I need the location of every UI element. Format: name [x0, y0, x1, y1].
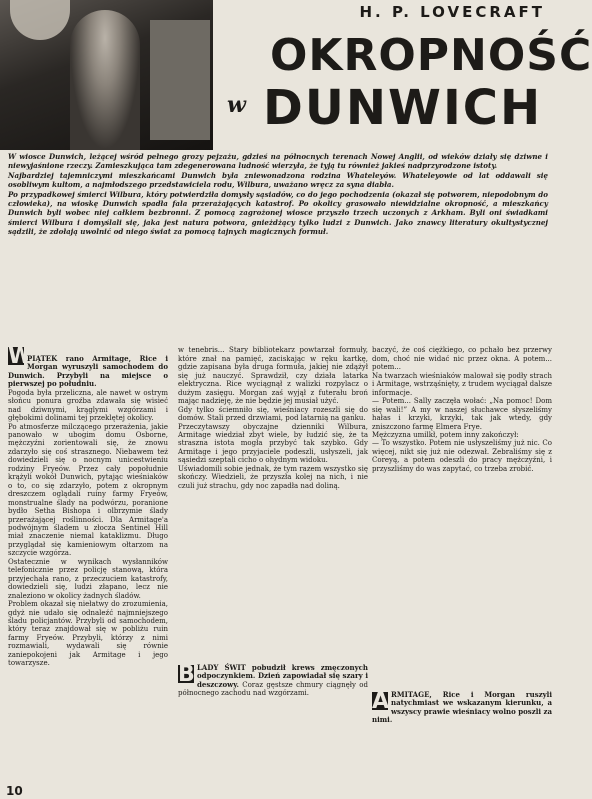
column-2-section [178, 664, 368, 698]
drop-cap-a: A [372, 689, 390, 714]
title-line-2: DUNWICH [263, 80, 543, 136]
column-3-lead: RMITAGE, Rice i Morgan ruszyli natychmiast we wskazanym kierunku, a wszyscy prawie wieśniacy wolno poszli za nimi. [372, 690, 552, 725]
column-2-text-2: Coraz gęstsze chmury ciągnęły od północnego zachodu nad wzgórzami. [178, 680, 368, 698]
title-line-1: OKROPNOŚĆ [270, 30, 592, 81]
column-3-section [372, 691, 552, 725]
drop-cap-w: W [8, 344, 33, 370]
author-name: H. P. LOVECRAFT [359, 3, 545, 21]
article-header [215, 0, 592, 150]
page-number: 10 [6, 784, 23, 798]
intro-summary: W wiosce Dunwich, leżącej wśród pełnego grozy pejzażu, gdzieś na północnych terenach Nowej Anglii, od wieków działy się dziwne i niewyjaśnione rzeczy. Zamieszkująca tam zdegenerowana ludność wierzyła, że tyją tu również jakieś nadprzyrodzone istoty. Najbardziej tajemniczymi mieszkańcami Dunwich byla zniewonadzona rodzina Whateleyów. Whateleyowie od lat oddawali się osobliwym kultom, a najmłodszego przedstawiciela rodu, Wilbura, uważano wręcz za syna diabła. Po przypadkowej śmierci Wilbura, który potwierdziła domysły sąsiadów, co do jego pochodzenia (okazał się potworem, niepodobnym do człowieka), na wioskę Dunwich spadła fala przerażających katastrof. Po okolicy grasowało niewidzialne okropność, a mieszkańcy Dunwich byli wobec niej całkiem bezbronni. Z pomocą zagrożonej wiosce przyszło trzech uczonych z Arkham. Byli oni świadkami śmierci Wilbura i domyślali się, jaka jest natura potwora, gnieżdżący tylko ludzi z Dunwich. Jako znawcy literatury okultystycznej sądzili, że zdołają uwolnić od niego świat za pomocą tajnych magicznych formuł. [8, 152, 548, 237]
header-photo [0, 0, 213, 150]
column-1-lead: PIĄTEK rano Armitage, Rice i Morgan wyruszyli samochodem do Dunwich. Przybyli na miejsce o pierwszej po południu. [8, 353, 168, 389]
photo-background [150, 20, 210, 140]
photo-hat [10, 0, 70, 40]
column-1-text: Pogoda była przeliczna, ale nawet w ostrym słońcu ponura groźba zdawała się wisieć nad dziwnymi, krąglymi wzgórzami i głębokimi dolinami tej przeklętej okolicy. Po atmosferze milczącego przerażenia, jakie panowało w ubogim domu Osborne, mężczyźni zorientowali się, że znowu zdarzyło się coś strasznego. Niebawem też dowiedzieli się o nocnym unicestwieniu rodziny Fryeów. Przez cały popołudnie krążyli wokół Dunwich, pytając wieśniaków o to, co się zdarzyło, potem z okropnym dreszczem oglądali ruiny farmy Fryeów, monstrualne ślady na podwórzu, poranione bydło Setha Bishopa i olbrzymie ślady przerażającej roślinności. Dla Armitage'a podwójnym śladem u złocza Sentinel Hill miał znaczenie niemal kataklizmu. Długo przyglądał się kamieniowym ołtarzom na szczycie wzgórza. Ostatecznie w wynikach wysłanników telefonicznie przez policję stanową, która przyjechała rano, z przeczuciem katastrofy, dowiedzieli się, ludzi złapano, lecz nie znaleziono w okolicy żadnych śladów. Problem okazał się niełatwy do zrozumienia, gdyż nie udało się odnaleźć najmniejszego śladu policjantów. Przybyli od samochodem, który teraz znajdował się w pobliżu ruin farmy Fryeów. Przybyli, którzy z nimi rozmawiali, wydawali się równie zaniepokojeni jak Armitage i jego towarzysze. [8, 388, 168, 668]
column-3 [372, 338, 552, 473]
column-2 [178, 338, 368, 490]
column-2-lead: LADY ŚWIT pobudził krews zmęczonych odpoczynkiem. Dzień zapowiadał się szary i deszczowy. [197, 663, 368, 689]
column-3-text: baczyć, że coś ciężkiego, co pchało bez przerwy dom, choć nie widać nic przez okna. A potem... potem... Na twarzach wieśniaków malował się podły strach i Armitage, wstrząśnięty, z trudem wyciągał dalsze informacje. — Potem... Sally zaczęła wołać: „Na pomoc! Dom się wali!” A my w naszej słuchawce słyszeliśmy hałas i krzyki, krzyki, tak jak wtedy, gdy zniszczono farmę Elmera Frye. Mężczyzna umilkł, potem inny zakończył: — To wszystko. Potem nie usłyszeliśmy już nic. Co więcej, nikt się już nie odezwał. Zebraliśmy się z Coreyą, a potem odeszli do pracy mężczyźni, i przyszliśmy do was zapytać, co trzeba zrobić. [372, 346, 552, 473]
column-2-text: w tenebris... Stary bibliotekarz powtarzał formuły, które znał na pamięć, zaciskając w ręku kartkę, gdzie zapisana była druga formuła, jakiej nie zdążył się już nauczyć. Sprawdził, czy działa latarka elektryczna. Rice wyciągnął z walizki rozpylacz o dużym zasięgu. Morgan zaś wyjął z futerału broń mając nadzieję, że nie będzie jej musiał użyć. Gdy tylko ściemniło się, wieśniacy rozeszli się do domów. Stali przed drzwiami, pod latarnią na ganku. Przeczytawszy obyczajne dzienniki Wilbura, Armitage wiedział zbyt wiele, by łudzić się, że ta straszna istota mogła przybyć tak szybko. Gdy Armitage i jego przyjaciele podeszli, usłyszeli, jak sąsiedzi szeptali cicho o ohydnym widoku. Uświadomili sobie jednak, że tym razem wszystko się skończy. Wiedzieli, że przyszła kolej na nich, i nie czuli już strachu, gdy noc zapadła nad doliną. [178, 346, 368, 490]
title-connector: w [227, 92, 246, 118]
drop-cap-b: B [178, 662, 195, 687]
column-1 [8, 338, 168, 668]
photo-figure [70, 10, 140, 150]
